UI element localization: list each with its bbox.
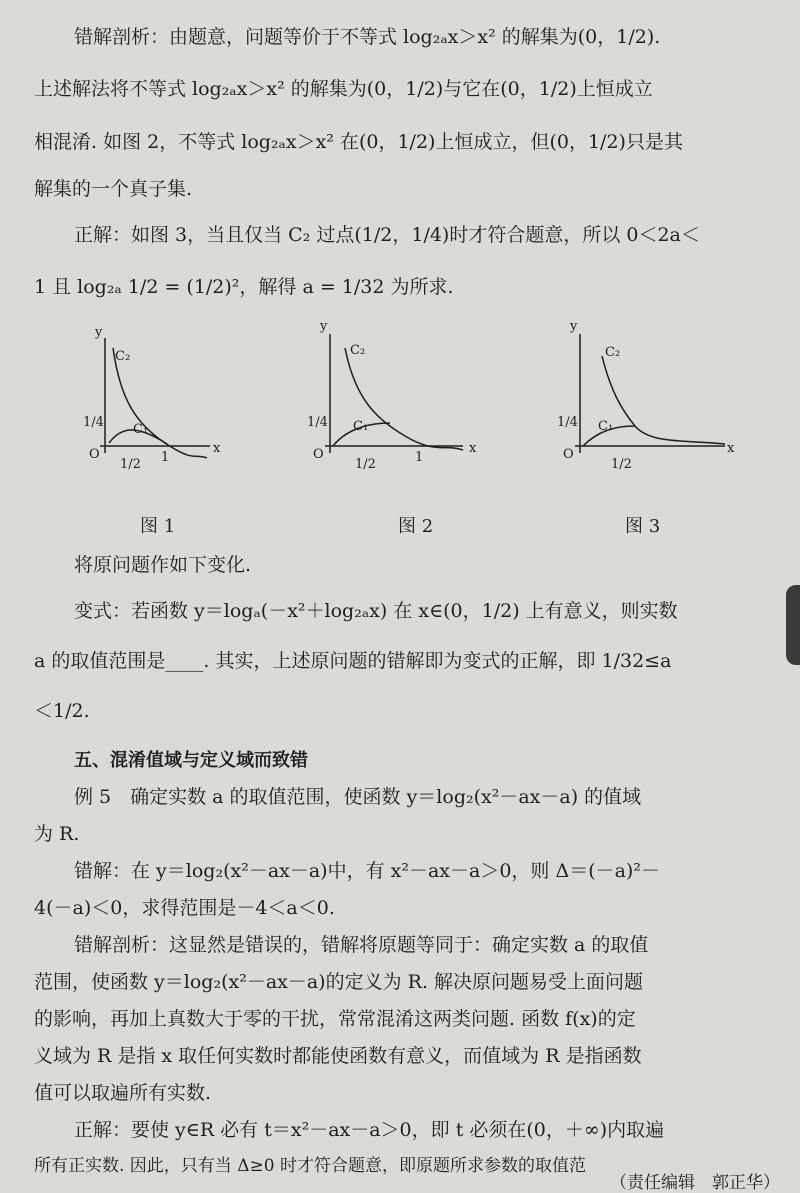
caption-figure-3: 图 3: [625, 516, 661, 537]
origin-2: O: [313, 447, 324, 462]
correct-solution-5-3: [34, 1168, 47, 1169]
wrong-analysis-4: 义域为 R 是指 x 取任何实数时都能使函数有意义，而值域为 R 是指函数: [34, 1045, 642, 1067]
curve-c2-1: [113, 348, 207, 458]
paragraph-3: 相混淆. 如图 2，不等式 log₂ₐx＞x² 在(0，1/2)上恒成立，但(0，1/2)只是其: [34, 131, 683, 153]
one-label-2: 1: [415, 450, 424, 465]
half-label-1: 1/2: [120, 457, 141, 472]
origin-3: O: [563, 447, 574, 462]
correct-solution-1: 正解：如图 3，当且仅当 C₂ 过点(1/2，1/4)时才符合题意，所以 0＜2a＜: [74, 224, 700, 246]
editor-credit: （责任编辑 郭正华）: [610, 1173, 780, 1193]
wrong-solution-2: 4(－a)＜0，求得范围是－4＜a＜0.: [34, 897, 335, 919]
variant-question-1: 变式：若函数 y＝logₐ(－x²＋log₂ₐx) 在 x∈(0，1/2) 上有意义，则实数: [74, 600, 678, 622]
x-label-2: x: [469, 441, 477, 456]
quarter-label-1: 1/4: [83, 415, 104, 430]
one-label-1: 1: [161, 450, 170, 465]
half-label-2: 1/2: [355, 457, 376, 472]
curve-c2-3: [602, 356, 725, 444]
x-label-3: x: [727, 441, 735, 456]
variant-question-2: a 的取值范围是____. 其实，上述原问题的错解即为变式的正解，即 1/32≤a: [34, 650, 672, 672]
wrong-analysis-3: 的影响，再加上真数大于零的干扰，常常混淆这两类问题. 函数 f(x)的定: [34, 1008, 636, 1030]
page-edge-tab: [786, 585, 800, 665]
wrong-analysis-2: 范围，使函数 y＝log₂(x²－ax－a)的定义为 R. 解决原问题易受上面问题: [34, 971, 644, 993]
c2-label-1: C₂: [115, 349, 131, 364]
paragraph-7: 将原问题作如下变化.: [74, 554, 252, 576]
correct-solution-2: 1 且 log₂ₐ 1/2 = (1/2)²，解得 a = 1/32 为所求.: [34, 276, 454, 298]
c1-label-3: C₁: [598, 419, 614, 434]
figure-graphs: [75, 318, 735, 503]
correct-solution-5-2: 所有正实数. 因此，只有当 Δ≥0 时才符合题意，即原题所求参数的取值范: [34, 1156, 586, 1176]
wrong-solution-1: 错解：在 y＝log₂(x²－ax－a)中，有 x²－ax－a＞0，则 Δ＝(－a)²－: [74, 860, 660, 882]
c2-label-3: C₂: [605, 345, 621, 360]
c1-label-1: C₁: [133, 422, 149, 437]
variant-question-3: ＜1/2.: [34, 700, 90, 722]
wrong-analysis-1: 错解剖析：这显然是错误的，错解将原题等同于：确定实数 a 的取值: [74, 934, 649, 956]
c2-label-2: C₂: [350, 343, 366, 358]
example-5-line-1: 例 5 确定实数 a 的取值范围，使函数 y＝log₂(x²－ax－a) 的值域: [74, 786, 642, 808]
paragraph-1: 错解剖析：由题意，问题等价于不等式 log₂ₐx＞x² 的解集为(0，1/2).: [74, 26, 661, 48]
y-label-2: y: [320, 319, 328, 334]
paragraph-2: 上述解法将不等式 log₂ₐx＞x² 的解集为(0，1/2)与它在(0，1/2)上恒成立: [34, 78, 653, 100]
curve-c2-2: [345, 348, 463, 450]
c1-label-2: C₁: [353, 419, 369, 434]
quarter-label-3: 1/4: [557, 415, 578, 430]
quarter-label-2: 1/4: [307, 415, 328, 430]
wrong-analysis-5: 值可以取遍所有实数.: [34, 1082, 212, 1104]
origin-1: O: [89, 447, 100, 462]
y-label-1: y: [95, 325, 103, 340]
caption-figure-1: 图 1: [140, 516, 176, 537]
section-title: 五、混淆值域与定义域而致错: [74, 750, 308, 771]
half-label-3: 1/2: [611, 457, 632, 472]
x-label-1: x: [213, 441, 221, 456]
example-5-line-2: 为 R.: [34, 823, 80, 845]
y-label-3: y: [570, 319, 578, 334]
correct-solution-5-1: 正解：要使 y∈R 必有 t＝x²－ax－a＞0，即 t 必须在(0，＋∞)内取遍: [74, 1119, 665, 1141]
paragraph-4: 解集的一个真子集.: [34, 178, 193, 200]
caption-figure-2: 图 2: [398, 516, 434, 537]
